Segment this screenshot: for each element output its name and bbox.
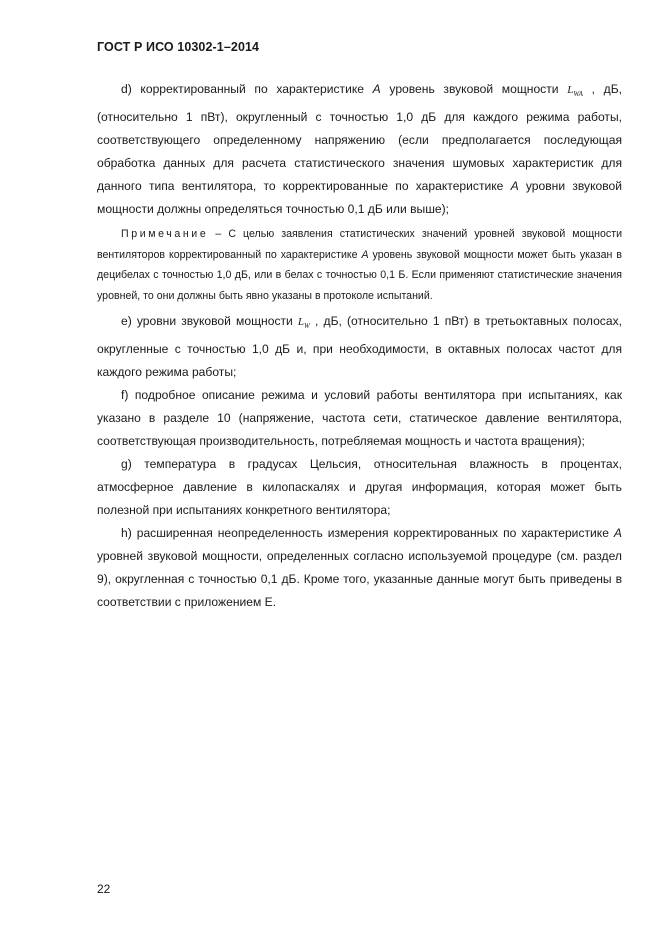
note-paragraph: Примечание – С целью заявления статистических значений уровней звуковой мощности вентиляторов корректированный по характеристике А уровень звуковой мощности может быть указан в децибелах с точностью 1,0 дБ, или в белах с точностью 0,1 Б. Если применяют статистические значения уровней, то они должны быть явно указаны в протоколе испытаний. xyxy=(97,228,623,302)
page-number: 22 xyxy=(97,882,111,896)
list-item-g: g) температура в градусах Цельсия, относительная влажность в процентах, атмосферное давление в килопаскалях и другая информация, которая может быть полезной при испытаниях конкретного вентилятора; xyxy=(97,457,622,518)
symbol-lw: $L_W$ xyxy=(297,316,310,331)
document-body xyxy=(97,78,622,614)
note-label: Примечание xyxy=(121,228,209,241)
list-item-f: f) подробное описание режима и условий работы вентилятора при испытаниях, как указано в разделе 10 (напряжение, частота сети, статическое давление вентилятора, соответствующая производительность, потребляемая мощность и частота вращения); xyxy=(97,388,622,449)
symbol-lwa: $L_{WA}$ xyxy=(567,84,583,99)
document-header: ГОСТ Р ИСО 10302-1–2014 xyxy=(97,40,260,54)
list-item-h: h) расширенная неопределенность измерения корректированных по характеристике А уровней звуковой мощности, определенных согласно используемой процедуре (см. раздел 9), округленная с точностью 0,1 дБ. Кроме того, указанные данные могут быть приведены в соответствии с приложением Е. xyxy=(97,526,622,610)
list-item-d: d) корректированный по характеристике А уровень звуковой мощности $L_{WA}$ , дБ, (относительно 1 пВт), округленный с точностью 1,0 дБ для каждого режима работы, соответствующего определенному напряжению (если предполагается последующая обработка данных для расчета статистического значения шумовых характеристик для данного типа вентилятора, то корректированные по характеристике А уровни звуковой мощности должны определяться точностью 0,1 дБ или выше); xyxy=(97,82,622,217)
list-item-e: e) уровни звуковой мощности $L_W$ , дБ, (относительно 1 пВт) в третьоктавных полосах, округленные с точностью 1,0 дБ и, при необходимости, в октавных полосах частот для каждого режима работы; xyxy=(97,314,622,380)
